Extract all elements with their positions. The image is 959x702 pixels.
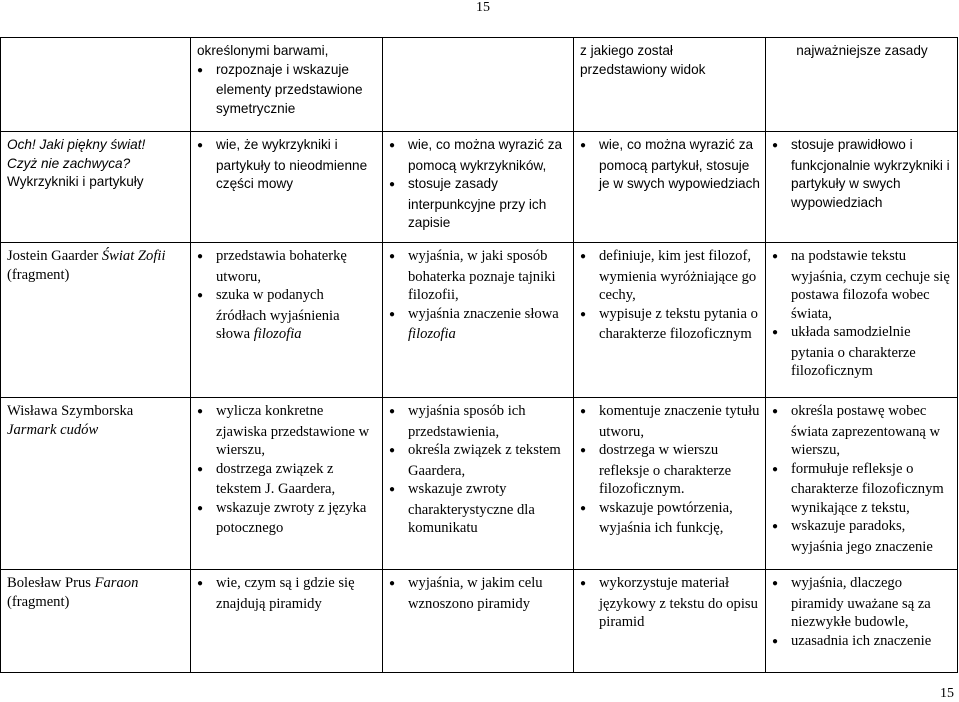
requirement-cell-basic <box>191 398 383 570</box>
table-row <box>1 38 958 132</box>
topic-cell: Och! Jaki piękny świat! Czyż nie zachwyca? Wykrzykniki i partykuły <box>1 132 191 243</box>
list-item: ●układa samodzielnie pytania o charakterze filozoficznym <box>772 323 952 381</box>
bullet-icon <box>580 574 599 595</box>
list-item: ●wie, że wykrzykniki i partykuły to nieodmienne części mowy <box>197 136 377 194</box>
table-row <box>1 570 958 673</box>
list-item: ●wie, co można wyrazić za pomocą partykuł, stosuje je w swych wypowiedziach <box>580 136 760 194</box>
requirement-cell-basic <box>191 243 383 398</box>
list-item: ●wypisuje z tekstu pytania o charakterze filozoficznym <box>580 305 760 344</box>
bullet-icon <box>389 574 408 595</box>
bullet-icon <box>772 323 791 344</box>
list-item: ●wskazuje zwroty z języka potocznego <box>197 499 377 538</box>
page-number-top: 15 <box>476 0 490 15</box>
list-item: ●wie, co można wyrazić za pomocą wykrzykników, <box>389 136 568 175</box>
list-item: ●wskazuje powtórzenia, wyjaśnia ich funkcję, <box>580 499 760 538</box>
bullet-icon <box>389 247 408 268</box>
bullet-icon <box>389 136 408 157</box>
list-item: ●uzasadnia ich znaczenie <box>772 632 952 653</box>
list-item: ●wyjaśnia sposób ich przedstawienia, <box>389 402 568 441</box>
list-item: ●wyjaśnia, w jaki sposób bohaterka poznaje tajniki filozofii, <box>389 247 568 305</box>
list-item: ●przedstawia bohaterkę utworu, <box>197 247 377 286</box>
list-item: ●wskazuje zwroty charakterystyczne dla komunikatu <box>389 480 568 538</box>
requirement-cell-excellent <box>766 132 958 243</box>
list-item: ●na podstawie tekstu wyjaśnia, czym cechuje się postawa filozofa wobec świata, <box>772 247 952 323</box>
bullet-icon <box>197 247 216 268</box>
requirement-cell-basic: określonymi barwami, ●rozpoznaje i wskazuje elementy przedstawione symetrycznie <box>191 38 383 132</box>
list-item: ●komentuje znaczenie tytułu utworu, <box>580 402 760 441</box>
requirement-cell-excellent: najważniejsze zasady <box>766 38 958 132</box>
list-item: ●dostrzega związek z tekstem J. Gaardera, <box>197 460 377 499</box>
list-item: ●wykorzystuje materiał językowy z tekstu do opisu piramid <box>580 574 760 632</box>
requirement-cell-basic <box>191 570 383 673</box>
bullet-icon <box>389 480 408 501</box>
bullet-icon <box>772 517 791 538</box>
requirement-cell-advanced: z jakiego został przedstawiony widok <box>574 38 766 132</box>
requirement-cell-advanced <box>574 570 766 673</box>
requirement-cell-advanced <box>574 132 766 243</box>
bullet-icon <box>772 402 791 423</box>
curriculum-table <box>0 37 958 673</box>
bullet-icon <box>197 402 216 423</box>
requirement-cell-extended <box>383 38 574 132</box>
requirement-cell-advanced <box>574 243 766 398</box>
table-row <box>1 398 958 570</box>
topic-cell: Jostein Gaarder Świat Zofii (fragment) <box>1 243 191 398</box>
requirement-cell-advanced <box>574 398 766 570</box>
requirement-cell-extended <box>383 398 574 570</box>
list-item: ●wyjaśnia, w jakim celu wznoszono piramidy <box>389 574 568 613</box>
bullet-icon <box>197 460 216 481</box>
list-item: ●stosuje zasady interpunkcyjne przy ich zapisie <box>389 175 568 233</box>
bullet-icon <box>580 247 599 268</box>
requirement-cell-excellent <box>766 243 958 398</box>
requirement-cell-extended <box>383 132 574 243</box>
table-row <box>1 132 958 243</box>
bullet-icon <box>772 247 791 268</box>
bullet-icon <box>389 305 408 326</box>
list-item: ●stosuje prawidłowo i funkcjonalnie wykrzykniki i partykuły w swych wypowiedziach <box>772 136 952 212</box>
list-item: ●szuka w podanych źródłach wyjaśnienia słowa filozofia <box>197 286 377 344</box>
list-item: ●formułuje refleksje o charakterze filozoficznym wynikające z tekstu, <box>772 460 952 518</box>
list-item: ●rozpoznaje i wskazuje elementy przedstawione symetrycznie <box>197 61 377 119</box>
requirement-cell-basic <box>191 132 383 243</box>
list-item: ●definiuje, kim jest filozof, wymienia wyróżniające go cechy, <box>580 247 760 305</box>
bullet-icon <box>197 499 216 520</box>
topic-cell: Bolesław Prus Faraon (fragment) <box>1 570 191 673</box>
list-item: ●wskazuje paradoks, wyjaśnia jego znaczenie <box>772 517 952 556</box>
bullet-icon <box>197 574 216 595</box>
bullet-icon <box>580 499 599 520</box>
list-item: ●określa związek z tekstem Gaardera, <box>389 441 568 480</box>
requirement-cell-excellent <box>766 398 958 570</box>
list-item: ●wyjaśnia, dlaczego piramidy uważane są za niezwykłe budowle, <box>772 574 952 632</box>
bullet-icon <box>197 286 216 307</box>
bullet-icon <box>772 460 791 481</box>
bullet-icon <box>772 574 791 595</box>
topic-cell: Wisława Szymborska Jarmark cudów <box>1 398 191 570</box>
list-item: ●dostrzega w wierszu refleksje o charakterze filozoficznym. <box>580 441 760 499</box>
bullet-icon <box>389 441 408 462</box>
requirement-cell-excellent <box>766 570 958 673</box>
bullet-icon <box>197 61 216 82</box>
list-item: ●wie, czym są i gdzie się znajdują piramidy <box>197 574 377 613</box>
list-item: ●wylicza konkretne zjawiska przedstawione w wierszu, <box>197 402 377 460</box>
requirement-cell-extended <box>383 243 574 398</box>
table-row <box>1 243 958 398</box>
list-item: ●określa postawę wobec świata zaprezentowaną w wierszu, <box>772 402 952 460</box>
bullet-icon <box>580 402 599 423</box>
bullet-icon <box>580 441 599 462</box>
bullet-icon <box>197 136 216 157</box>
list-item: ●wyjaśnia znaczenie słowa filozofia <box>389 305 568 344</box>
page-number-bottom: 15 <box>940 686 954 701</box>
topic-cell <box>1 38 191 132</box>
bullet-icon <box>580 305 599 326</box>
requirement-cell-extended <box>383 570 574 673</box>
bullet-icon <box>580 136 599 157</box>
bullet-icon <box>772 632 791 653</box>
bullet-icon <box>389 175 408 196</box>
bullet-icon <box>772 136 791 157</box>
bullet-icon <box>389 402 408 423</box>
